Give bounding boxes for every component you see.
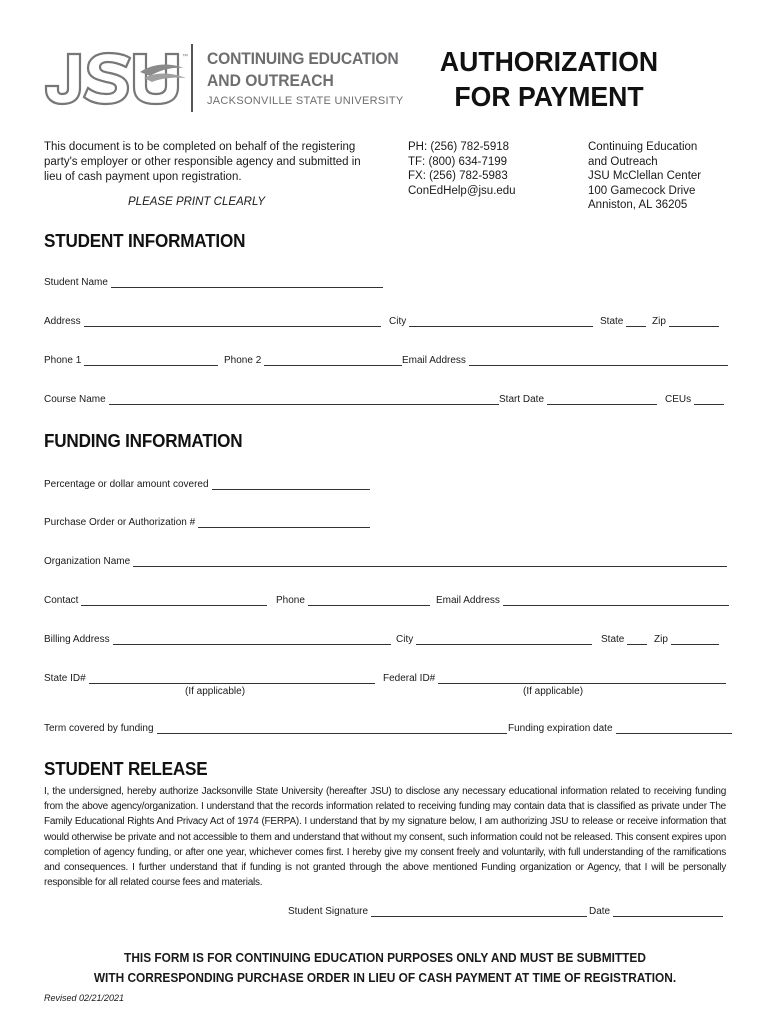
ceus-field[interactable] [665,394,724,405]
funding-email-field[interactable] [436,595,729,606]
contact-label: Contact [44,595,79,606]
student-name-label: Student Name [44,277,108,288]
phone2-label: Phone 2 [224,355,262,366]
state-id-field[interactable] [44,673,375,684]
zip-field[interactable] [652,316,719,327]
start-date-label: Start Date [499,394,545,405]
contact-email: ConEdHelp@jsu.edu [408,184,516,197]
email-label: Email Address [402,355,466,366]
student-release-heading: STUDENT RELEASE [44,759,208,779]
phone2-field[interactable] [224,355,402,366]
print-note: PLEASE PRINT CLEARLY [128,196,265,208]
phone1-label: Phone 1 [44,355,82,366]
signature-label: Student Signature [288,906,369,917]
funding-city-field[interactable] [396,634,592,645]
expiration-field[interactable] [508,723,732,734]
address-line4: 100 Gamecock Drive [588,184,696,197]
header-divider [191,44,193,112]
jsu-logo [42,48,192,108]
federal-id-note: (If applicable) [523,686,584,697]
student-name-field[interactable] [44,277,383,288]
federal-id-label: Federal ID# [383,673,436,684]
funding-zip-field[interactable] [654,634,719,645]
release-text: I, the undersigned, hereby authorize Jacksonville State University (hereafter JSU) to disclose any necessary educational information related to receiving funding from the above agency/organization. I understand that the records information related to receiving funding may contain data that is classified as private under The Family Educational Rights And Privacy Act of 1974 (FERPA). I understand that by my signature below, I am authorizing JSU to release or receive information that would otherwise be private and not accessible to them and understand that without my consent, such information could not be released. This consent expires upon completion of agency funding, or after one year, whichever comes first. I hereby give my consent freely and voluntarily, with full understanding of the ramifications and consequences. I further understand that if funding is not granted through the above mentioned Funding organization or Agency, that I will be personally responsible for all related course fees and materials. [44,786,726,889]
term-label: Term covered by funding [44,723,154,734]
phone1-field[interactable] [44,355,218,366]
org-name-field[interactable] [44,556,727,567]
state-field[interactable] [600,316,646,327]
form-title [417,44,681,114]
federal-id-field[interactable] [383,673,726,684]
billing-address-field[interactable] [44,634,391,645]
funding-info-heading: FUNDING INFORMATION [44,431,243,451]
funding-state-field[interactable] [601,634,647,645]
percentage-label: Percentage or dollar amount covered [44,479,209,490]
signature-date-label: Date [589,906,611,917]
footer-line1: THIS FORM IS FOR CONTINUING EDUCATION PURPOSES ONLY AND MUST BE SUBMITTED [124,951,646,965]
contact-field[interactable] [44,595,267,606]
org-name-line2: AND OUTREACH [207,71,334,90]
intro-text: This document is to be completed on behalf of the registering party's employer or other responsible agency and submitted in lieu of cash payment upon registration. [44,141,361,183]
zip-label: Zip [652,316,666,327]
funding-phone-label: Phone [276,595,305,606]
funding-email-label: Email Address [436,595,500,606]
course-name-label: Course Name [44,394,106,405]
contact-info [408,140,516,198]
mailing-address [588,140,701,213]
funding-state-label: State [601,634,625,645]
expiration-label: Funding expiration date [508,723,613,734]
percentage-field[interactable] [44,479,370,490]
po-field[interactable] [44,517,370,528]
state-label: State [600,316,624,327]
address-label: Address [44,316,81,327]
student-info-heading: STUDENT INFORMATION [44,231,246,251]
footer-line2: WITH CORRESPONDING PURCHASE ORDER IN LIEU OF CASH PAYMENT AT TIME OF REGISTRATION. [93,971,677,985]
address-line1: Continuing Education [588,141,698,153]
org-name-line1: CONTINUING EDUCATION [207,49,399,68]
org-name-label: Organization Name [44,556,131,567]
city-field[interactable] [389,316,593,327]
footer-notice [57,948,713,988]
address-line5: Anniston, AL 36205 [588,199,688,211]
contact-fax: FX: (256) 782-5983 [408,170,508,182]
signature-date-field[interactable] [589,906,723,917]
po-label: Purchase Order or Authorization # [44,517,196,528]
funding-zip-label: Zip [654,634,668,645]
svg-text:™: ™ [182,54,188,60]
email-field[interactable] [402,355,728,366]
course-name-field[interactable] [44,394,499,405]
ceus-label: CEUs [665,394,692,405]
contact-tollfree: TF: (800) 634-7199 [408,155,508,168]
funding-city-label: City [396,634,414,645]
funding-phone-field[interactable] [276,595,430,606]
signature-field[interactable] [288,906,587,917]
address-field[interactable] [44,316,381,327]
state-id-label: State ID# [44,673,86,684]
start-date-field[interactable] [499,394,657,405]
contact-phone: PH: (256) 782-5918 [408,141,510,153]
address-line3: JSU McClellan Center [588,170,702,182]
term-field[interactable] [44,723,507,734]
state-id-note: (If applicable) [185,686,246,697]
address-line2: and Outreach [588,155,658,168]
city-label: City [389,316,407,327]
university-name: JACKSONVILLE STATE UNIVERSITY [207,95,404,107]
form-title-line2: FOR PAYMENT [454,81,644,112]
billing-address-label: Billing Address [44,634,110,645]
revised-date: Revised 02/21/2021 [44,993,125,1003]
form-title-line1: AUTHORIZATION [439,46,659,77]
